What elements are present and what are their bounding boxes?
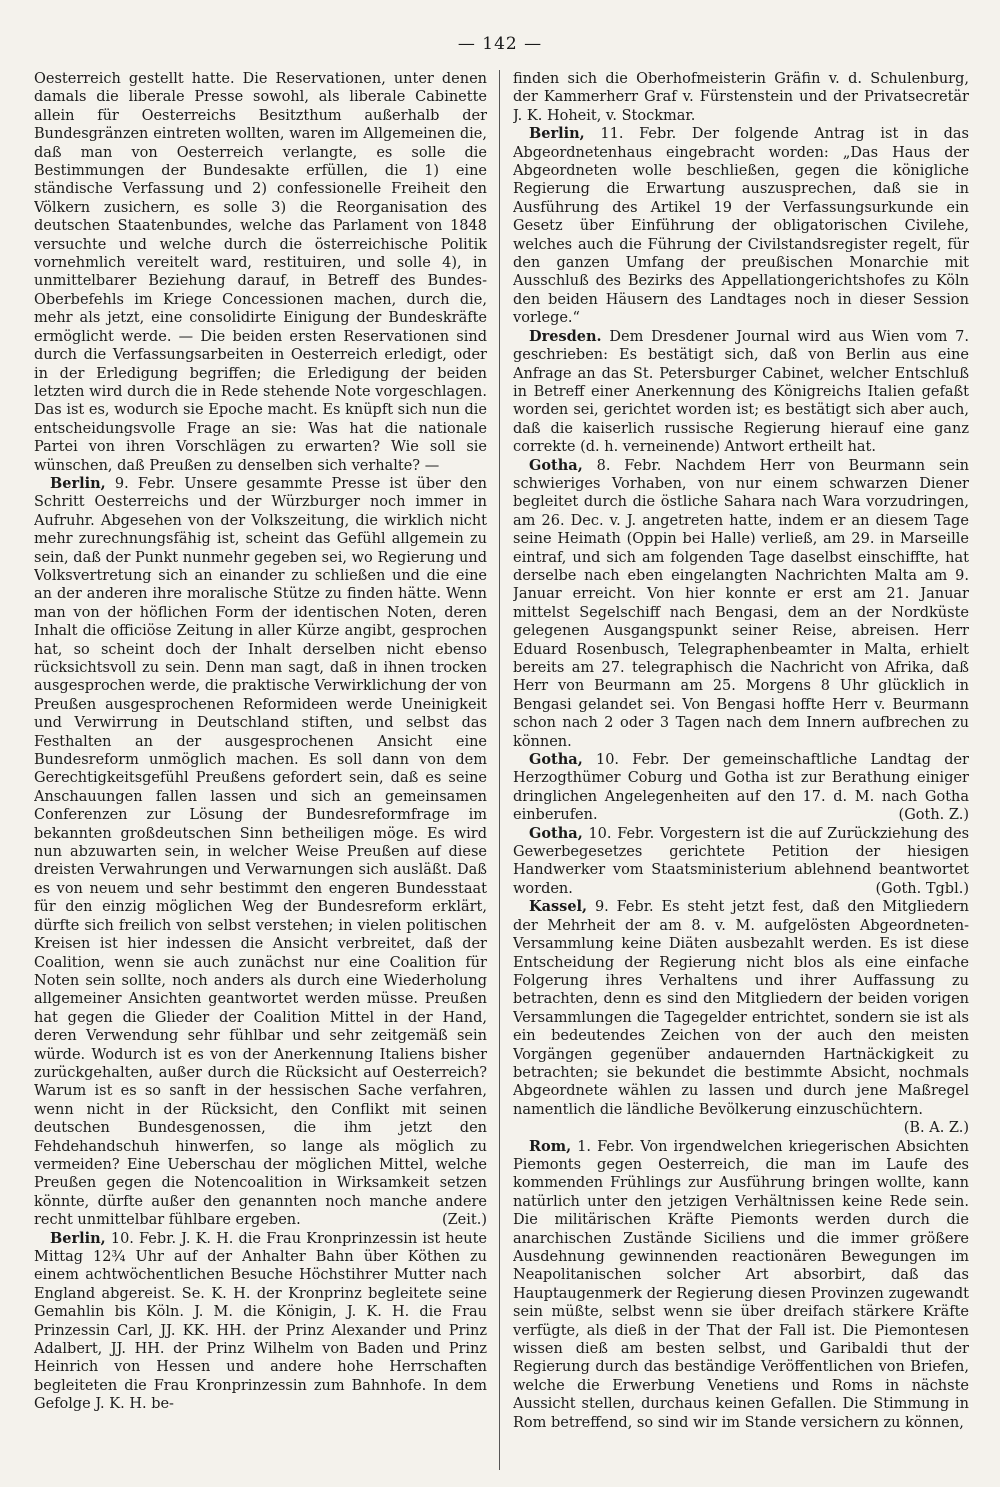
article-paragraph: [513, 457, 969, 752]
article-dateline: Rom,: [529, 1137, 572, 1155]
article-paragraph: [513, 70, 969, 125]
left-column: [34, 70, 487, 1470]
article-paragraph: [34, 1230, 487, 1414]
article-dateline: Berlin,: [529, 125, 585, 143]
article-dateline: Dresden.: [529, 327, 602, 345]
article-source: (Goth. Tgbl.): [875, 880, 969, 897]
article-paragraph: [513, 898, 969, 1137]
article-text: 11. Febr. Der folgende Antrag ist in das Abgeordnetenhaus eingebracht worden: „Das Haus der Abgeordneten wolle beschließen, gegen die königliche Regierung die Erwartung auszusprechen, daß sie in Ausführung des Artikel 19 der Verfassungsurkunde ein Gesetz über Einführung der obligatorischen Civilehe, welches auch die Führung der Civilstandsregister regelt, für den ganzen Umfang der preußischen Monarchie mit Ausschluß des Bezirks des Appellationgerichtshofes zu Köln den beiden Häusern des Landtages noch in dieser Session vorlege.“: [513, 126, 969, 327]
page-number: — 142 —: [457, 34, 543, 54]
article-dateline: Gotha,: [529, 824, 583, 842]
article-text: 9. Febr. Es steht jetzt fest, daß den Mitgliedern der Mehrheit der am 8. v. M. aufgelösten Abgeordneten-Versammlung keine Diäten ausbezahlt werden. Es ist diese Entscheidung der Regierung nicht blos als eine einfache Folgerung ihres Verhaltens und ihrer Auffassung zu betrachten, denn es sind den Mitgliedern der beiden vorigen Versammlungen die Tagegelder entrichtet, sondern sie ist als ein bedeutendes Zeichen von der auch den meisten Vorgängen gegenüber andauernden Hartnäckigkeit zu betrachten; sie bekundet die bestimmte Absicht, nochmals Abgeordnete wählen zu lassen und durch jene Maßregel namentlich die ländliche Bevölkerung einzuschüchtern.: [513, 899, 969, 1118]
article-dateline: Gotha,: [529, 456, 583, 474]
article-source: (Zeit.): [441, 1212, 487, 1229]
article-dateline: Gotha,: [529, 751, 583, 769]
right-column: [513, 70, 969, 1470]
article-paragraph: [513, 1138, 969, 1433]
article-text: 10. Febr. Vorgestern ist die auf Zurückziehung des Gewerbegesetzes gerichtete Petition der hiesigen Handwerker vom Staatsministerium ablehnend beantwortet worden.: [513, 825, 969, 897]
article-dateline: Berlin,: [50, 474, 106, 492]
article-dateline: Kassel,: [529, 898, 588, 916]
article-paragraph: [513, 825, 969, 899]
article-paragraph: [513, 328, 969, 457]
article-text: finden sich die Oberhofmeisterin Gräfin v. d. Schulenburg, der Kammerherr Graf v. Fürstenstein und der Privatsecretär J. K. Hoheit, v. Stockmar.: [513, 71, 969, 124]
article-text: 9. Febr. Unsere gesammte Presse ist über den Schritt Oesterreichs und der Würzburger noch immer in Aufruhr. Abgesehen von der Volkszeitung, die wirklich nicht mehr zurechnungsfähig ist, scheint das Gefühl allgemein zu sein, daß der Punkt nunmehr gegeben sei, wo Regierung und Volksvertretung sich an einander zu schließen und die eine an der anderen ihre moralische Stütze zu finden hätte. Wenn man von der höflichen Form der identischen Noten, deren Inhalt die officiöse Zeitung in aller Kürze angibt, gesprochen hat, so scheint doch der Inhalt derselben nicht ebenso rücksichtsvoll zu sein. Denn man sagt, daß in ihnen trocken ausgesprochen werde, die praktische Verwirklichung der von Preußen ausgesprochenen Reformideen werde Uneinigkeit und Verwirrung in Deutschland stiften, und selbst das Festhalten an der ausgesprochenen Ansicht eine Bundesreform unmöglich machen. Es soll dann von dem Gerechtigkeitsgefühl Preußens gefordert sein, daß es seine Anschauungen fallen lassen und sich an gemeinsamen Conferenzen zur Lösung der Bundesreformfrage im bekannten großdeutschen Sinn betheiligen möge. Es wird nun abzuwarten sein, in welcher Weise Preußen auf diese dreisten Verwahrungen und Verwarnungen sich ausläßt. Daß es von neuem und sehr bestimmt den engeren Bundesstaat für den einzig möglichen Weg der Bundesreform erklärt, dürfte sich freilich von selbst verstehen; in vielen politischen Kreisen ist hier indessen die Ansicht verbreitet, daß der Coalition, wenn sie auch zunächst nur eine Coalition für Noten sein sollte, noch anders als durch eine Wiederholung allgemeiner Ansichten geantwortet werden müsse. Preußen hat gegen die Glieder der Coalition Mittel in der Hand, deren Verwendung sehr fühlbar und sehr zeitgemäß sein würde. Wodurch ist es von der Anerkennung Italiens bisher zurückgehalten, außer durch die Rücksicht auf Oesterreich? Warum ist es so sanft in der hessischen Sache verfahren, wenn nicht in der Rücksicht, den Conflikt mit seinen deutschen Bundesgenossen, die ihm jetzt den Fehdehandschuh hinwerfen, so lange als möglich zu vermeiden? Eine Ueberschau der möglichen Mittel, welche Preußen gegen die Notencoalition in Wirksamkeit setzen könnte, dürfte außer den genannten noch manche andere recht unmittelbar fühlbare ergeben.: [34, 475, 487, 1229]
article-text: 10. Febr. Der gemeinschaftliche Landtag der Herzogthümer Coburg und Gotha ist zur Berathung einiger dringlichen Angelegenheiten auf den 17. d. M. nach Gotha einberufen.: [513, 752, 969, 824]
article-text: 1. Febr. Von irgendwelchen kriegerischen Absichten Piemonts gegen Oesterreich, die man im Laufe des kommenden Frühlings zur Ausführung bringen wollte, kann natürlich unter den jetzigen Verhältnissen keine Rede sein. Die militärischen Kräfte Piemonts werden durch die anarchischen Zustände Siciliens und die immer größere Ausdehnung gewinnenden reactionären Bewegungen im Neapolitanischen solcher Art absorbirt, daß das Hauptaugenmerk der Regierung diesen Provinzen zugewandt sein müßte, selbst wenn sie über dreifach stärkere Kräfte verfügte, als dieß in der That der Fall ist. Die Piemontesen wissen dieß am besten selbst, und Garibaldi thut der Regierung durch das beständige Veröffentlichen von Briefen, welche die Erwerbung Venetiens und Roms in nächste Aussicht stellen, durchaus keinen Gefallen. Die Stimmung in Rom betreffend, so sind wir im Stande versichern zu können,: [513, 1138, 969, 1431]
column-divider: [499, 70, 500, 1470]
article-source: (Goth. Z.): [898, 807, 969, 824]
article-dateline: Berlin,: [50, 1229, 106, 1247]
article-text: Dem Dresdener Journal wird aus Wien vom 7. geschrieben: Es bestätigt sich, daß von Berlin aus eine Anfrage an das St. Petersburger Cabinet, welcher Entschluß in Betreff einer Anerkennung des Königreichs Italien gefaßt worden sei, gerichtet worden ist; es bestätigt sich aber auch, daß die kaiserlich russische Regierung hierauf eine ganz correkte (d. h. verneinende) Antwort ertheilt hat.: [513, 328, 969, 456]
article-text: 10. Febr. J. K. H. die Frau Kronprinzessin ist heute Mittag 12¾ Uhr auf der Anhalter Bahn über Köthen zu einem achtwöchentlichen Besuche Höchstihrer Mutter nach England abgereist. Se. K. H. der Kronprinz begleitete seine Gemahlin bis Köln. J. M. die Königin, J. K. H. die Frau Prinzessin Carl, JJ. KK. HH. der Prinz Alexander und Prinz Adalbert, JJ. HH. der Prinz Wilhelm von Baden und Prinz Heinrich von Hessen und andere hohe Herrschaften begleiteten die Frau Kronprinzessin zum Bahnhofe. In dem Gefolge J. K. H. be-: [34, 1230, 487, 1413]
article-text: 8. Febr. Nachdem Herr von Beurmann sein schwieriges Vorhaben, von nur einem schwarzen Diener begleitet durch die östliche Sahara nach Wara vorzudringen, am 26. Dec. v. J. angetreten hatte, indem er an diesem Tage seine Heimath (Oppin bei Halle) verließ, am 29. in Marseille eintraf, und sich am folgenden Tage daselbst einschiffte, hat derselbe nach eben eingelangten Nachrichten Malta am 9. Januar erreicht. Von hier konnte er erst am 21. Januar mittelst Segelschiff nach Bengasi, dem an der Nordküste gelegenen Ausgangspunkt seiner Reise, abreisen. Herr Eduard Rosenbusch, Telegraphenbeamter in Malta, erhielt bereits am 27. telegraphisch die Nachricht von Afrika, daß Herr von Beurmann am 25. Morgens 8 Uhr glücklich in Bengasi gelandet sei. Von Bengasi hoffte Herr v. Beurmann schon nach 2 oder 3 Tagen nach dem Innern aufbrechen zu können.: [513, 457, 969, 750]
article-paragraph: [34, 475, 487, 1230]
article-text: Oesterreich gestellt hatte. Die Reservationen, unter denen damals die liberale Presse sowohl, als liberale Cabinette allein für Oesterreichs Besitzthum außerhalb der Bundesgränzen eintreten wollten, waren im Allgemeinen die, daß man von Oesterreich verlangte, es solle die Bestimmungen der Bundesakte erfüllen, die 1) eine ständische Verfassung und 2) confessionelle Freiheit den Völkern zusichern, es solle 3) die Reorganisation des deutschen Staatenbundes, welche das Parlament von 1848 versuchte und welche durch die österreichische Politik vornehmlich vereitelt ward, restituiren, und solle 4), in unmittelbarer Beziehung darauf, in Betreff des Bundes-Oberbefehls im Kriege Concessionen machen, durch die, mehr als jetzt, eine consolidirte Einigung der Bundeskräfte ermöglicht werde. — Die beiden ersten Reservationen sind durch die Verfassungsarbeiten in Oesterreich erledigt, oder in der Erledigung begriffen; die Erledigung der beiden letzten wird durch die in Rede stehende Note vorgeschlagen. Das ist es, wodurch sie Epoche macht. Es knüpft sich nun die entscheidungsvolle Frage an sie: Was hat die nationale Partei von ihren Vorschlägen zu erwarten? Wie soll sie wünschen, daß Preußen zu denselben sich verhalte? —: [34, 71, 487, 474]
article-paragraph: [34, 70, 487, 475]
article-source: (B. A. Z.): [903, 1120, 969, 1137]
article-paragraph: [513, 751, 969, 825]
article-paragraph: [513, 125, 969, 327]
